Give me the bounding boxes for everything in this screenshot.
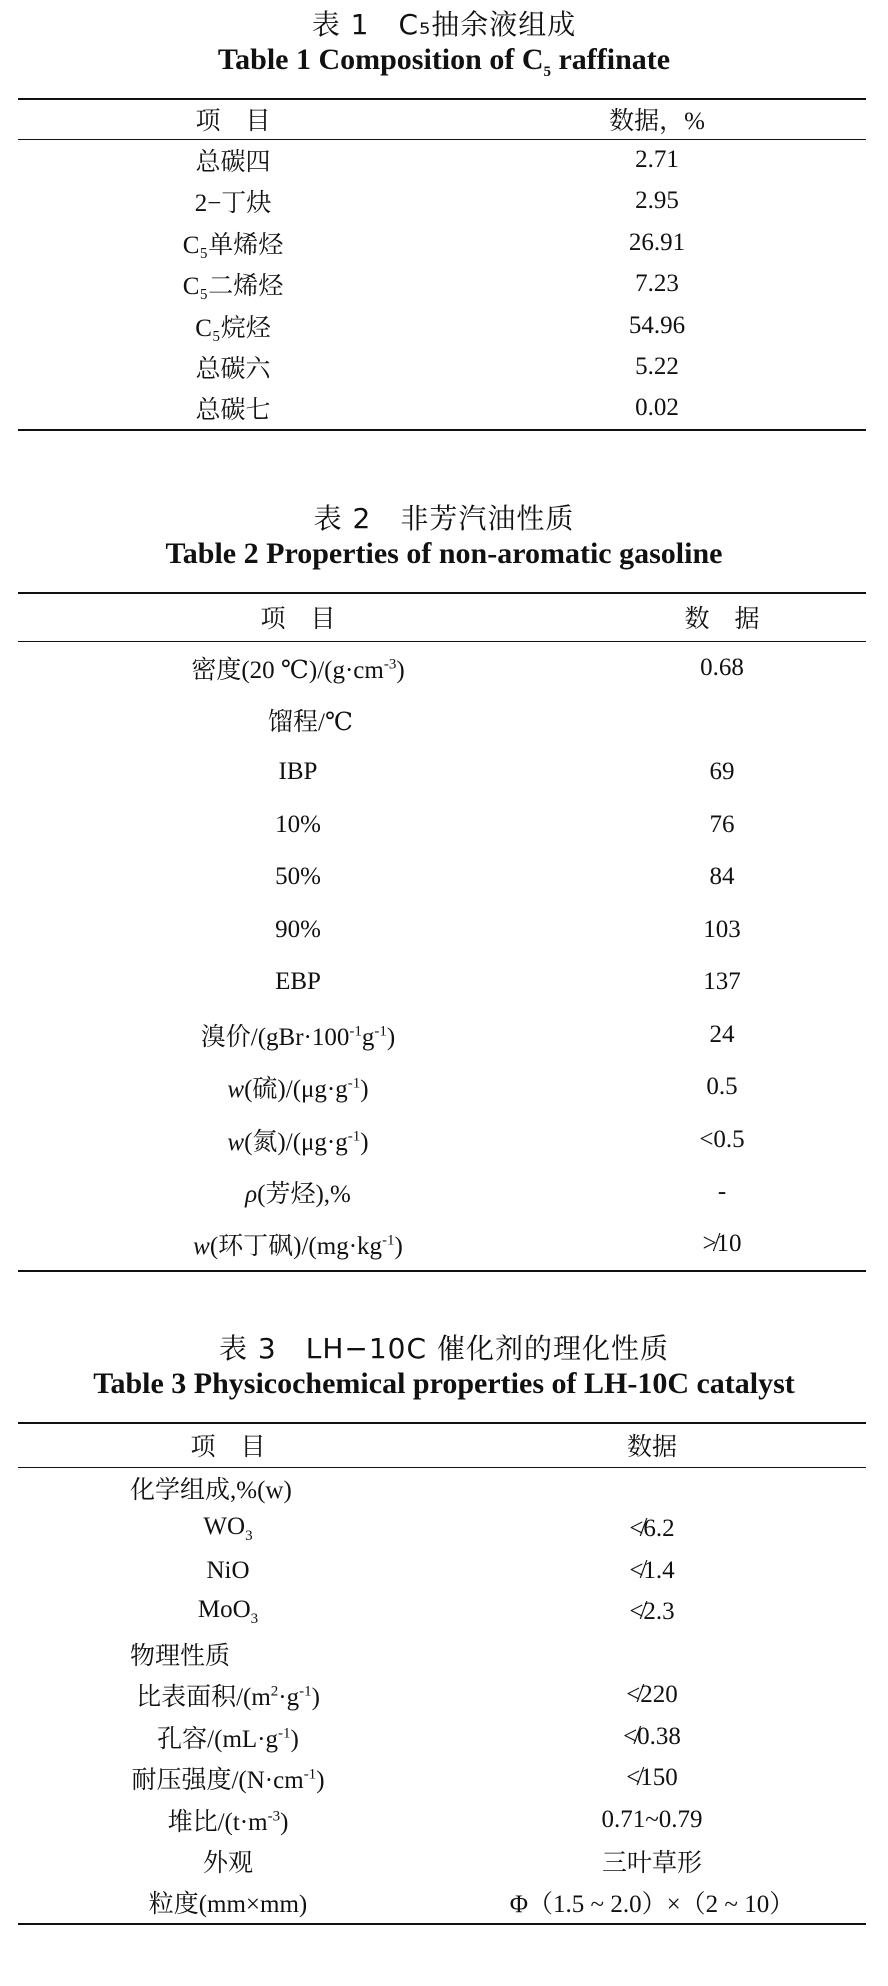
table3-caption-block — [0, 1332, 888, 1402]
table2-row — [18, 746, 866, 799]
table2-row-item: 10% — [275, 810, 321, 838]
table1-header-row — [18, 99, 866, 139]
table1-row-value: 2.71 — [635, 146, 679, 173]
table3-row-item: 粒度(mm×mm) — [18, 1882, 438, 1924]
table3-row-item: 比表面积$/(m^2\cdot g^{-1})$ — [136, 1683, 320, 1712]
table2-row — [18, 1061, 866, 1114]
table1-row — [18, 264, 866, 306]
table3-row — [18, 1467, 866, 1509]
table2-caption-block — [0, 502, 888, 572]
table1-row-value: 0.02 — [448, 388, 866, 430]
table2-row-item: 溴价$/(gBr\cdot 100^{-1}g^{-1})$ — [200, 1023, 396, 1051]
table1-row-item: C₅单烯烃 — [182, 231, 284, 259]
table3-row-item: 耐压强度$/(N\cdot cm^{-1})$ — [131, 1766, 325, 1795]
table2-row-value: 24 — [709, 1020, 735, 1048]
table2-row — [18, 851, 866, 904]
table2-row — [18, 1114, 866, 1167]
table1-row — [18, 305, 866, 347]
table2-caption-cn: 表 2 非芳汽油性质 — [313, 502, 575, 535]
table3-row — [18, 1592, 866, 1634]
table3 — [18, 1422, 866, 1925]
table3-row-item: $WO_3$ — [203, 1513, 253, 1545]
table1-row-value: 5.22 — [635, 353, 679, 381]
table2-row-item: 密度(20 $℃)/(g\cdot cm^{-3})$ — [191, 656, 405, 684]
table2-row-item: w(氮)$/(\mu g\cdot g^{-1})$ — [227, 1128, 369, 1156]
table2-header-value: 数 据 — [578, 593, 866, 641]
table2-row-value: <0.5 — [699, 1125, 745, 1153]
table3-row — [18, 1716, 866, 1758]
table3-row-item: 孔容$/(mL\cdot g^{-1})$ — [157, 1725, 299, 1753]
table2-row — [18, 1009, 866, 1062]
table2-row-item: w(环丁砜)$/(mg\cdot kg^{-1})$ — [18, 1219, 578, 1272]
table3-row-value — [438, 1467, 866, 1509]
table2-row — [18, 904, 866, 957]
table1-row-item: 总碳六 — [195, 356, 271, 384]
table1-row-item: C₅二烯烃 — [182, 273, 284, 301]
table2-row-value: - — [717, 1178, 727, 1206]
table3-row-item: 外观 — [202, 1850, 253, 1878]
table1-row-item: C₅烷烃 — [195, 314, 271, 342]
table3-row-item: MoO$_3$ — [197, 1596, 259, 1628]
table3-row-value — [438, 1633, 866, 1675]
table2-row — [18, 1166, 866, 1219]
table1-caption-block — [0, 8, 888, 90]
table2-row-item: ρ(芳烃),% — [245, 1181, 351, 1209]
table2-row-value: 0.5 — [706, 1073, 738, 1101]
table2-row-item: EBP — [275, 968, 321, 996]
table2-row-value: 137 — [703, 968, 741, 996]
table3-row — [18, 1841, 866, 1883]
table1-row-value: 2.95 — [635, 187, 679, 215]
table2-row-item: 50% — [275, 863, 321, 891]
table1-row-item: 2−丁炔 — [194, 190, 272, 218]
table2-caption-en: Table 2 Properties of non-aromatic gasoline — [165, 537, 723, 570]
table3-row-value: ≮1.4 — [629, 1556, 675, 1584]
table3-row-value: ≮220 — [626, 1681, 678, 1709]
table2-row-value: 69 — [709, 758, 735, 786]
table3-header-item: 项 目 — [18, 1423, 438, 1467]
table3-row — [18, 1799, 866, 1841]
table1-row — [18, 181, 866, 223]
table1-row — [18, 139, 866, 181]
table3-header-row — [18, 1423, 866, 1467]
table2-row-value: 76 — [709, 810, 735, 838]
table3-row-item: 化学组成,%(w) — [130, 1477, 292, 1504]
table1-row-item: 总碳七 — [18, 388, 448, 430]
table2-row-value: 103 — [703, 915, 741, 943]
table2-row-value — [578, 694, 866, 747]
table2-row-item: IBP — [278, 758, 318, 786]
table1-row-value: 54.96 — [628, 311, 686, 339]
table3-row-value: ≮0.38 — [623, 1722, 681, 1750]
table2 — [18, 592, 866, 1272]
table1-header-value: 数据，% — [448, 99, 866, 139]
table2-header-item: 项 目 — [18, 593, 578, 641]
table2-row — [18, 956, 866, 1009]
table2-row-value: ≯10 — [578, 1219, 866, 1272]
table3-row — [18, 1633, 866, 1675]
table3-row — [18, 1509, 866, 1551]
table1-row — [18, 347, 866, 389]
table2-row-item: 90% — [275, 915, 321, 943]
table2-row-item: w(硫)$/(\mu g\cdot g^{-1})$ — [227, 1075, 369, 1104]
table3-row-item: 物理性质 — [130, 1642, 231, 1670]
table3-row-value: ≮6.2 — [629, 1515, 675, 1543]
table3-row-value: ≮2.3 — [629, 1598, 675, 1626]
table3-row-item: 堆比$/(t\cdot m^{-3})$ — [167, 1808, 289, 1836]
table1-caption-cn: 表 1 C₅抽余液组成 — [311, 8, 577, 41]
table2-row — [18, 641, 866, 694]
table1-row — [18, 222, 866, 264]
table3-row-item: NiO — [206, 1556, 250, 1584]
table2-row-item: 馏程/℃ — [268, 708, 353, 736]
table1 — [18, 98, 866, 431]
table1-row-item: 总碳四 — [195, 149, 271, 176]
table3-row — [18, 1758, 866, 1800]
table2-row — [18, 694, 866, 747]
table1-row — [18, 388, 866, 430]
table3-row-value: Φ（1.5 ~ 2.0）×（2 ~ 10） — [438, 1882, 866, 1924]
table3-caption-cn: 表 3 LH−10C 催化剂的理化性质 — [219, 1332, 669, 1365]
table2-row-value: 0.68 — [700, 653, 744, 681]
table1-caption-en: Table 1 Composition of $C_5$ raffinate — [217, 43, 671, 80]
table3-row-value: 0.71~0.79 — [601, 1805, 703, 1833]
table3-row — [18, 1675, 866, 1717]
table2-row — [18, 1219, 866, 1272]
table3-row — [18, 1882, 866, 1924]
table2-row-value: 84 — [709, 863, 735, 891]
table1-row-value: 26.91 — [628, 228, 686, 256]
table2-row — [18, 799, 866, 852]
table1-row-value: 7.23 — [635, 270, 679, 298]
table3-caption-en: Table 3 Physicochemical properties of LH-10C catalyst — [93, 1367, 795, 1400]
table3-header-value: 数据 — [438, 1423, 866, 1467]
table3-row-value: ≮150 — [626, 1764, 678, 1792]
table2-header-row — [18, 593, 866, 641]
table3-row-value: 三叶草形 — [601, 1850, 702, 1878]
table1-header-item: 项 目 — [18, 99, 448, 139]
table3-row — [18, 1550, 866, 1592]
